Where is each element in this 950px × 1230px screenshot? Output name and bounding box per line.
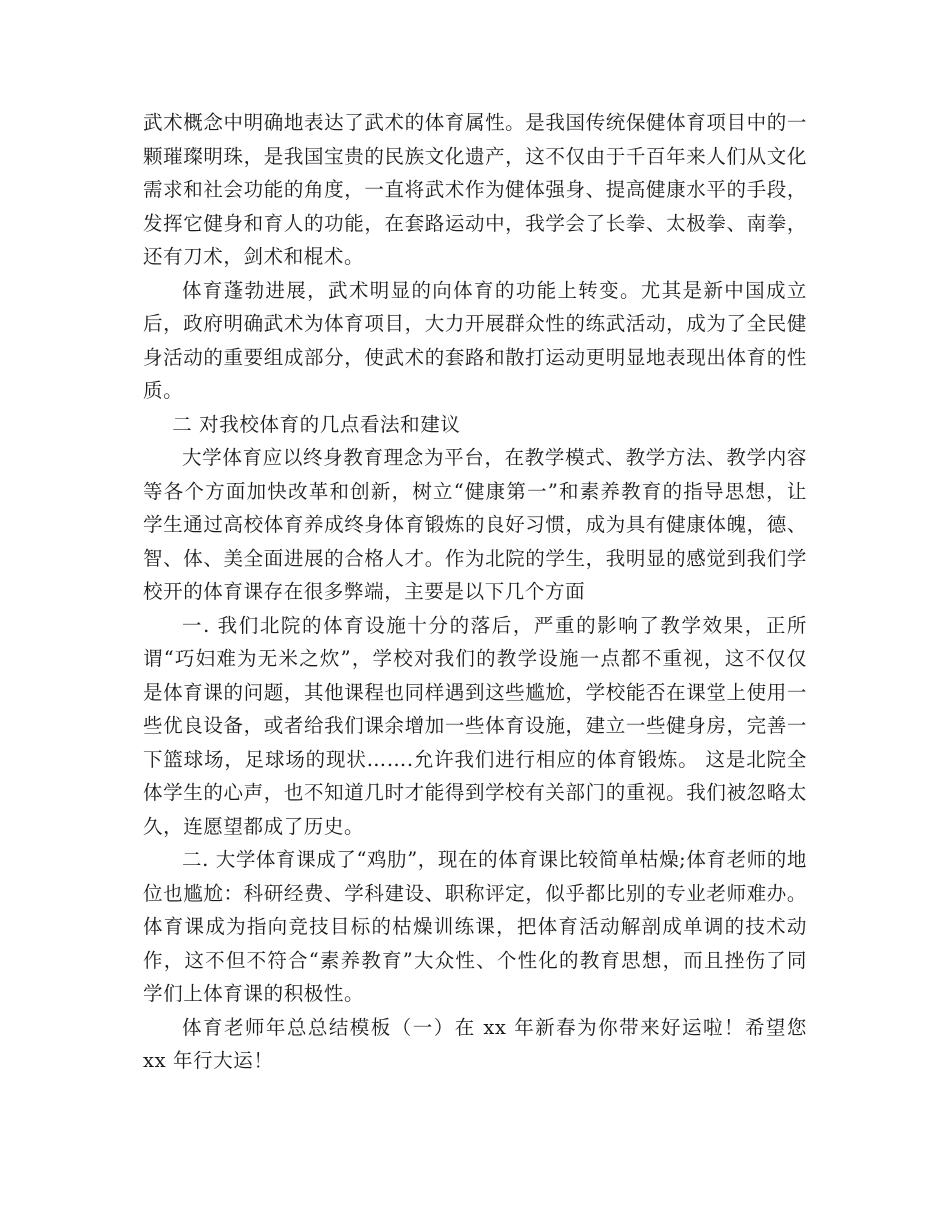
paragraph-university-pe: 大学体育应以终身教育理念为平台，在教学模式、教学方法、教学内容等各个方面加快改革和创新，树立“健康第一”和素养教育的指导思想，让学生通过高校体育养成终身体育锻炼的良好习惯，成为具有健康体魄，德、智、体、美全面进展的合格人才。作为北院的学生，我明显的感觉到我们学校开的体育课存在很多弊端，主要是以下几个方面 [143, 446, 807, 603]
paragraph-point-two: 二. 大学体育课成了“鸡肋”，现在的体育课比较简单枯燥;体育老师的地位也尴尬：科研经费、学科建设、职称评定，似乎都比别的专业老师难办。体育课成为指向竞技目标的枯燥训练课，把体育活动解剖成单调的技术动作，这不但不符合“素养教育”大众性、个性化的教育思想，而且挫伤了同学们上体育课的积极性。 [143, 848, 807, 1005]
document-body [143, 106, 807, 1078]
paragraph-point-one: 一. 我们北院的体育设施十分的落后，严重的影响了教学效果，正所谓“巧妇难为无米之炊”，学校对我们的教学设施一点都不重视，这不仅仅是体育课的问题，其他课程也同样遇到这些尴尬，学校能否在课堂上使用一些优良设备，或者给我们课余增加一些体育设施，建立一些健身房，完善一下篮球场，足球场的现状…….允许我们进行相应的体育锻炼。 这是北院全体学生的心声，也不知道几时才能得到学校有关部门的重视。我们被忽略太久，连愿望都成了历史。 [143, 613, 807, 838]
paragraph-wushu-development: 体育蓬勃进展，武术明显的向体育的功能上转变。尤其是新中国成立后，政府明确武术为体育项目，大力开展群众性的练武活动，成为了全民健身活动的重要组成部分，使武术的套路和散打运动更明显地表现出体育的性质。 [143, 278, 807, 402]
paragraph-wushu-attributes: 武术概念中明确地表达了武术的体育属性。是我国传统保健体育项目中的一颗璀璨明珠，是我国宝贵的民族文化遗产，这不仅由于千百年来人们从文化需求和社会功能的角度，一直将武术作为健体强身、提高健康水平的手段，发挥它健身和育人的功能，在套路运动中，我学会了长拳、太极拳、南拳，还有刀术，剑术和棍术。 [143, 111, 807, 268]
section-heading-suggestions: 二 对我校体育的几点看法和建议 [172, 412, 461, 436]
paragraph-template-title: 体育老师年总总结模板（一）在 xx 年新春为你带来好运啦！希望您 xx 年行大运！ [143, 1015, 807, 1072]
